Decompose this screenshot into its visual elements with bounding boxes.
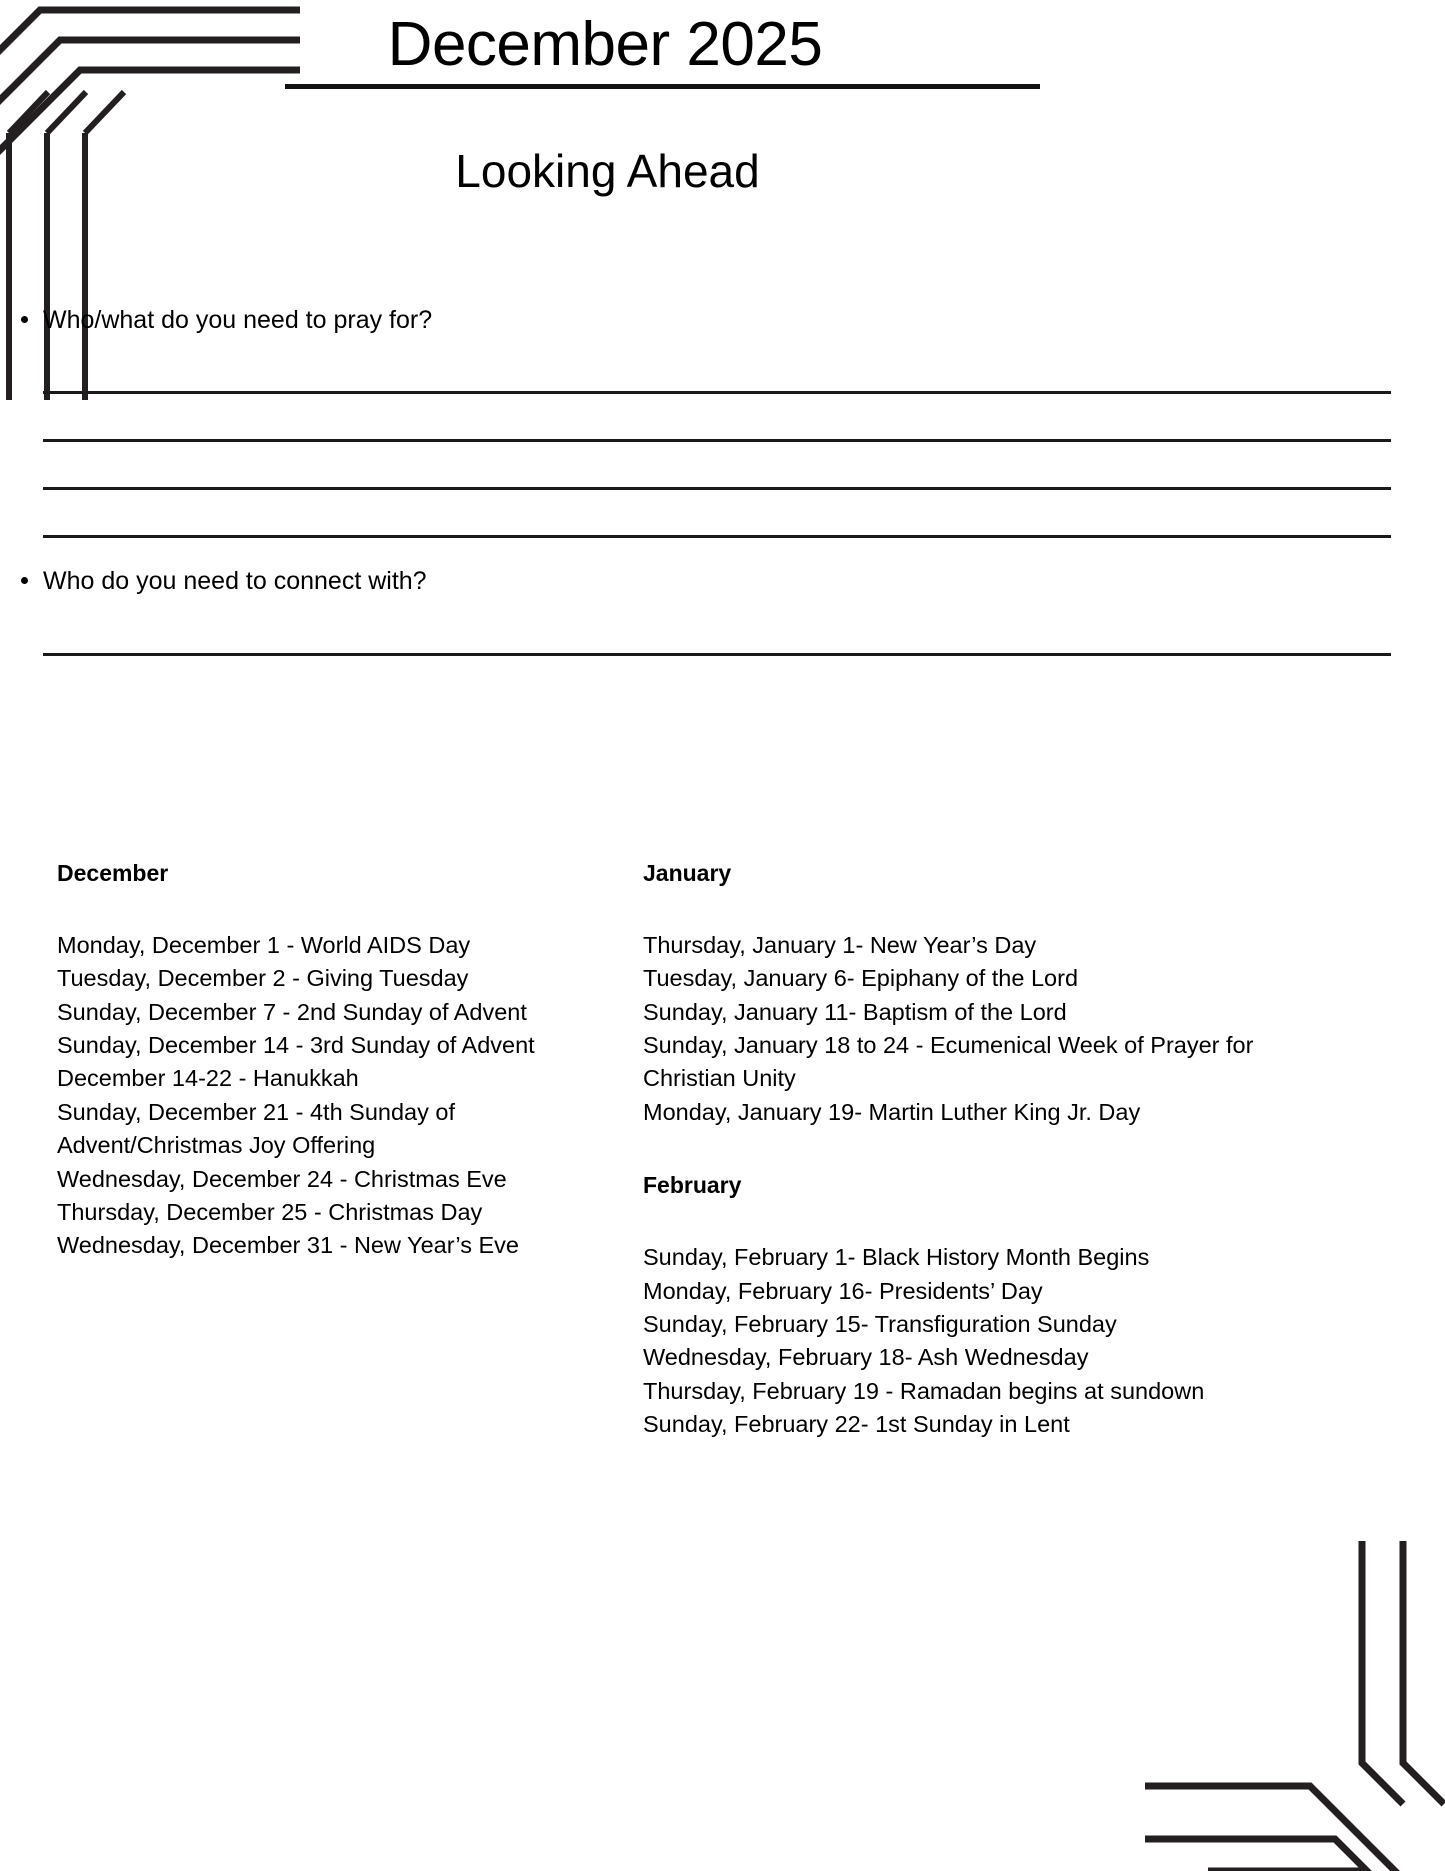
list-item: Tuesday, December 2 - Giving Tuesday — [57, 965, 469, 992]
month-heading-december: December — [57, 860, 169, 886]
event-list-january — [643, 929, 1263, 1129]
list-item: Monday, December 1 - World AIDS Day — [57, 932, 471, 958]
bullet-icon — [21, 577, 28, 584]
list-item: Sunday, December 14 - 3rd Sunday of Advent — [57, 1032, 535, 1059]
list-item: Sunday, January 11- Baptism of the Lord — [643, 998, 1067, 1025]
event-list-december — [57, 929, 602, 1263]
prompt-connect-with — [0, 566, 1445, 597]
list-item: Wednesday, February 18- Ash Wednesday — [643, 1344, 1089, 1371]
prompt-pray-for — [0, 305, 1445, 336]
bottom-right-corner-decoration — [1145, 1541, 1445, 1871]
list-item: Sunday, January 18 to 24 - Ecumenical Week of Prayer for Christian Unity — [643, 1032, 1254, 1092]
list-item: Tuesday, January 6- Epiphany of the Lord — [643, 965, 1079, 992]
month-column-right — [602, 862, 1263, 1441]
reflection-prompts-section — [0, 305, 1445, 656]
list-item: Sunday, February 1- Black History Month Begins — [643, 1244, 1150, 1271]
header-divider-rule — [285, 84, 1040, 89]
prompt-question-text: Who do you need to connect with? — [43, 567, 427, 596]
list-item: Wednesday, December 24 - Christmas Eve — [57, 1165, 507, 1192]
upcoming-dates-section — [0, 862, 1445, 1441]
event-list-february — [643, 1241, 1263, 1441]
list-item: December 14-22 - Hanukkah — [57, 1065, 359, 1092]
month-column-left — [0, 862, 602, 1441]
list-item: Thursday, January 1- New Year’s Day — [643, 932, 1037, 958]
list-item: Sunday, December 21 - 4th Sunday of Advent/Christmas Joy Offering — [57, 1098, 455, 1159]
month-heading-february: February — [643, 1172, 742, 1199]
prompt-question-text: Who/what do you need to pray for? — [43, 306, 433, 334]
month-heading-january: January — [643, 860, 732, 886]
list-item: Sunday, December 7 - 2nd Sunday of Advent — [57, 998, 527, 1025]
page-subtitle: Looking Ahead — [455, 145, 760, 197]
page-title: December 2025 — [387, 10, 823, 79]
list-item: Wednesday, December 31 - New Year’s Eve — [57, 1232, 519, 1259]
write-in-line[interactable] — [43, 653, 1391, 656]
bullet-icon — [21, 316, 28, 323]
list-item: Sunday, February 22- 1st Sunday in Lent — [643, 1410, 1070, 1437]
list-item: Monday, January 19- Martin Luther King Jr. Day — [643, 1098, 1141, 1125]
list-item: Sunday, February 15- Transfiguration Sunday — [643, 1310, 1117, 1337]
list-item: Thursday, December 25 - Christmas Day — [57, 1198, 483, 1225]
document-header — [0, 0, 1445, 120]
list-item: Monday, February 16- Presidents’ Day — [643, 1277, 1043, 1304]
list-item: Thursday, February 19 - Ramadan begins at sundown — [643, 1377, 1205, 1404]
